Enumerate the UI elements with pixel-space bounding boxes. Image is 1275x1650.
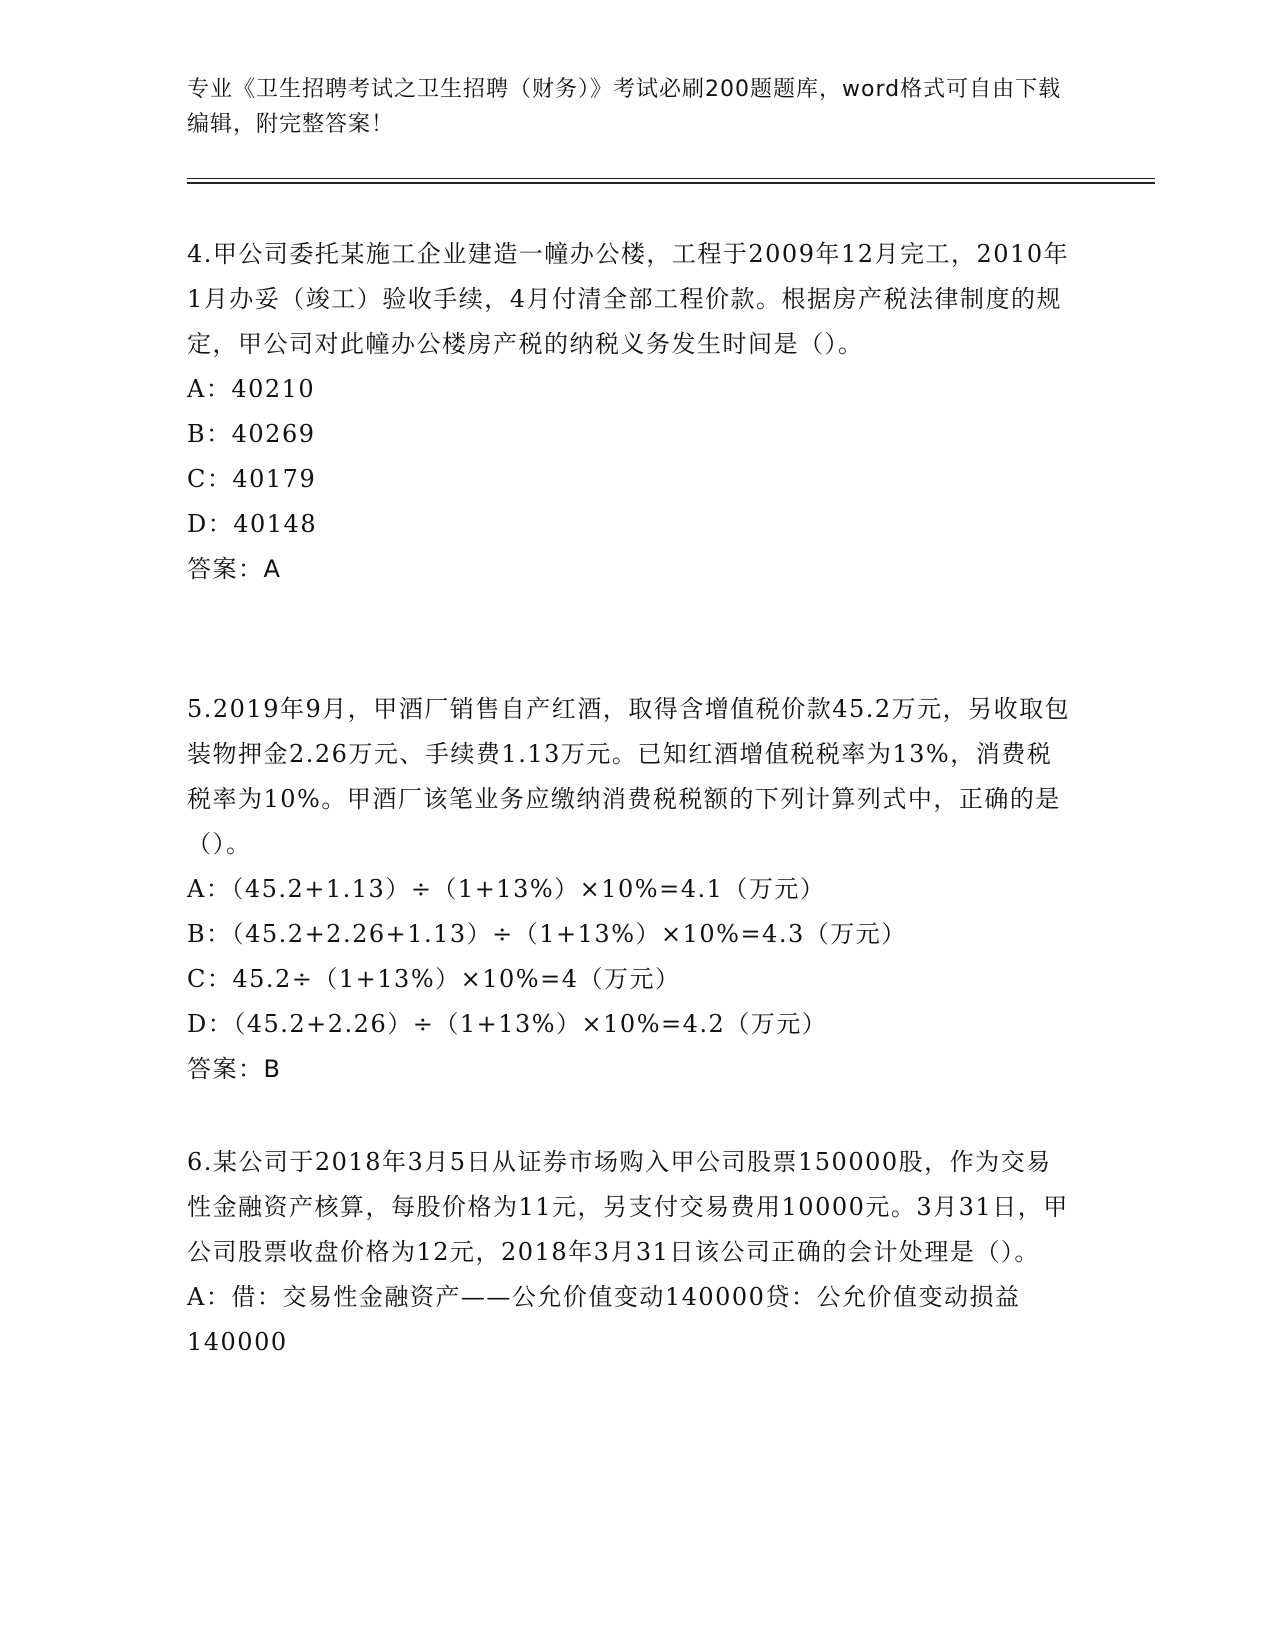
option-d: D：（45.2+2.26）÷（1+13%）×10%=4.2（万元）	[187, 1010, 828, 1038]
option-d: D：40148	[187, 510, 318, 538]
answer-line: 答案：A	[187, 555, 282, 583]
option-a: A：40210	[187, 375, 316, 403]
option-b: B：（45.2+2.26+1.13）÷（1+13%）×10%=4.3（万元）	[187, 920, 907, 948]
option-a: A：借：交易性金融资产——公允价值变动140000贷：公允价值变动损益140000	[187, 1283, 1021, 1356]
option-a: A：（45.2+1.13）÷（1+13%）×10%=4.1（万元）	[187, 875, 826, 903]
question-6	[187, 1140, 1077, 1365]
header-divider-thin	[187, 178, 1155, 179]
document-header: 专业《卫生招聘考试之卫生招聘（财务）》考试必刷200题题库，word格式可自由下载编辑，附完整答案！	[187, 77, 1062, 137]
question-stem: 6.某公司于2018年3月5日从证券市场购入甲公司股票150000股，作为交易性金融资产核算，每股价格为11元，另支付交易费用10000元。3月31日，甲公司股票收盘价格为12元，2018年3月31日该公司正确的会计处理是（）。	[187, 1148, 1069, 1266]
option-c: C：45.2÷（1+13%）×10%=4（万元）	[187, 965, 681, 993]
question-4	[187, 232, 1077, 592]
question-stem: 5.2019年9月，甲酒厂销售自产红酒，取得含增值税价款45.2万元，另收取包装物押金2.26万元、手续费1.13万元。已知红酒增值税税率为13%，消费税税率为10%。甲酒厂该笔业务应缴纳消费税税额的下列计算列式中，正确的是（）。	[187, 695, 1071, 858]
option-b: B：40269	[187, 420, 316, 448]
question-stem: 4.甲公司委托某施工企业建造一幢办公楼，工程于2009年12月完工，2010年1月办妥（竣工）验收手续，4月付清全部工程价款。根据房产税法律制度的规定，甲公司对此幢办公楼房产税的纳税义务发生时间是（）。	[187, 240, 1070, 358]
question-5	[187, 687, 1077, 1092]
option-c: C：40179	[187, 465, 317, 493]
header-divider-thick	[187, 182, 1155, 184]
answer-line: 答案：B	[187, 1055, 282, 1083]
